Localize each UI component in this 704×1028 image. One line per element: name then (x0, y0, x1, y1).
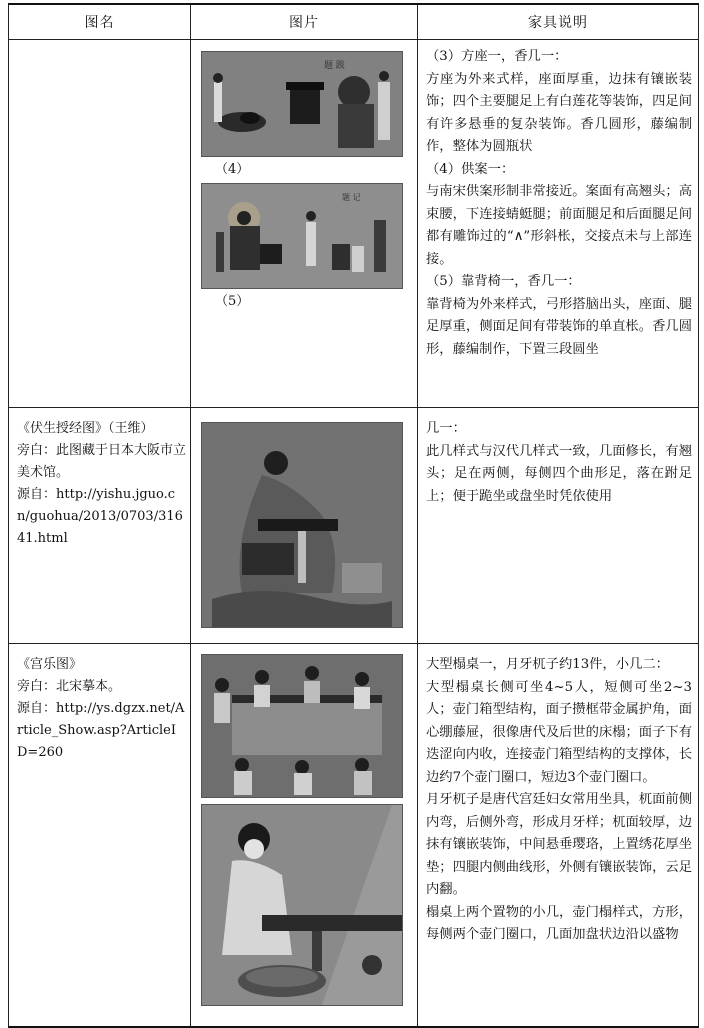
figure-source: 源自：http://yishu.jguo.cn/guohua/2013/0703/31641.html (17, 487, 183, 546)
header-furniture-description: 家具说明 (418, 4, 699, 40)
description-line: 大型榻桌长侧可坐4~5人，短侧可坐2~3人；壶门箱型结构，面子攒框带金属护角，面心绷藤屉，很像唐代及后世的床榻；面子下有迭涩向内收，连接壶门箱型结构的支撑体，长边约7个壶门圈口，短边3个壶门圈口。 (426, 679, 692, 785)
figure-title: 《伏生授经图》（王维） (17, 421, 154, 436)
description-line: 此几样式与汉代几样式一致，几面修长，有翘头；足在两侧，每侧四个曲形足，落在跗足上；便于跪坐或盘坐时凭依使用 (426, 443, 692, 504)
painting-figures-tiger-icon (201, 51, 403, 157)
source-cell (9, 644, 191, 1027)
description-cell (418, 40, 699, 408)
furniture-table (8, 3, 699, 1028)
description-cell (418, 408, 699, 644)
table-row (9, 408, 699, 644)
figure-source: 源自：http://ys.dgzx.net/Article_Show.asp?ArticleID=260 (17, 701, 185, 760)
painting-palace-detail-icon (201, 804, 403, 1006)
picture-caption: （4） (215, 162, 250, 177)
description-line: 方座为外来式样，座面厚重，边抹有镶嵌装饰；四个主要腿足上有白莲花等装饰，四足间有许多悬垂的复杂装饰。香几圆形，藤编制作，整体为圆瓶状 (426, 71, 692, 154)
picture-caption: （5） (215, 294, 250, 309)
description-line: （4）供案一： (426, 161, 515, 177)
painting-palace-music-icon (201, 654, 403, 798)
painting-scholar-icon (201, 422, 403, 628)
picture-cell (191, 644, 418, 1027)
painting-figures-halo-icon (201, 183, 403, 289)
figure-note: 旁白：北宋摹本。 (17, 679, 122, 694)
picture-cell (191, 408, 418, 644)
description-line: 几一： (426, 421, 466, 436)
header-figure-name: 图名 (9, 4, 191, 40)
header-picture: 图片 (191, 4, 418, 40)
source-cell (9, 40, 191, 408)
table-row (9, 644, 699, 1027)
table-row (9, 40, 699, 408)
figure-note: 旁白：此图藏于日本大阪市立美术馆。 (17, 443, 187, 480)
description-line: 榻桌上两个置物的小几，壶门榻样式，方形，每侧两个壶门圈口，几面加盘状边沿以盛物 (426, 904, 692, 942)
table-header-row (9, 4, 699, 40)
figure-title: 《宫乐图》 (17, 657, 83, 672)
description-line: 与南宋供案形制非常接近。案面有高翘头；高束腰，下连接蜻蜓腿；前面腿足和后面腿足间都有雕饰过的“∧”形斜枨，交接点未与上部连接。 (426, 184, 692, 267)
description-cell (418, 644, 699, 1027)
svg-text:题 跋: 题 跋 (324, 61, 345, 71)
picture-cell (191, 40, 418, 408)
source-cell (9, 408, 191, 644)
description-line: （3）方座一，香几一： (426, 49, 568, 64)
description-line: 月牙杌子是唐代宫廷妇女常用坐具，杌面前侧内弯，后侧外弯，形成月牙样；杌面较厚，边抹有镶嵌装饰，中间悬垂璎珞，上置绣花厚坐垫；四腿内侧曲线形，外侧有镶嵌装饰，云足内翻。 (426, 792, 692, 897)
description-line: （5）靠背椅一，香几一： (426, 274, 581, 289)
description-line: 大型榻桌一，月牙杌子约13件，小几二： (426, 657, 669, 672)
svg-text:题 记: 题 记 (342, 193, 361, 202)
description-line: 靠背椅为外来样式，弓形搭脑出头，座面、腿足厚重，侧面足间有带装饰的单直枨。香几圆形，藤编制作，下置三段圆坐 (426, 296, 692, 357)
